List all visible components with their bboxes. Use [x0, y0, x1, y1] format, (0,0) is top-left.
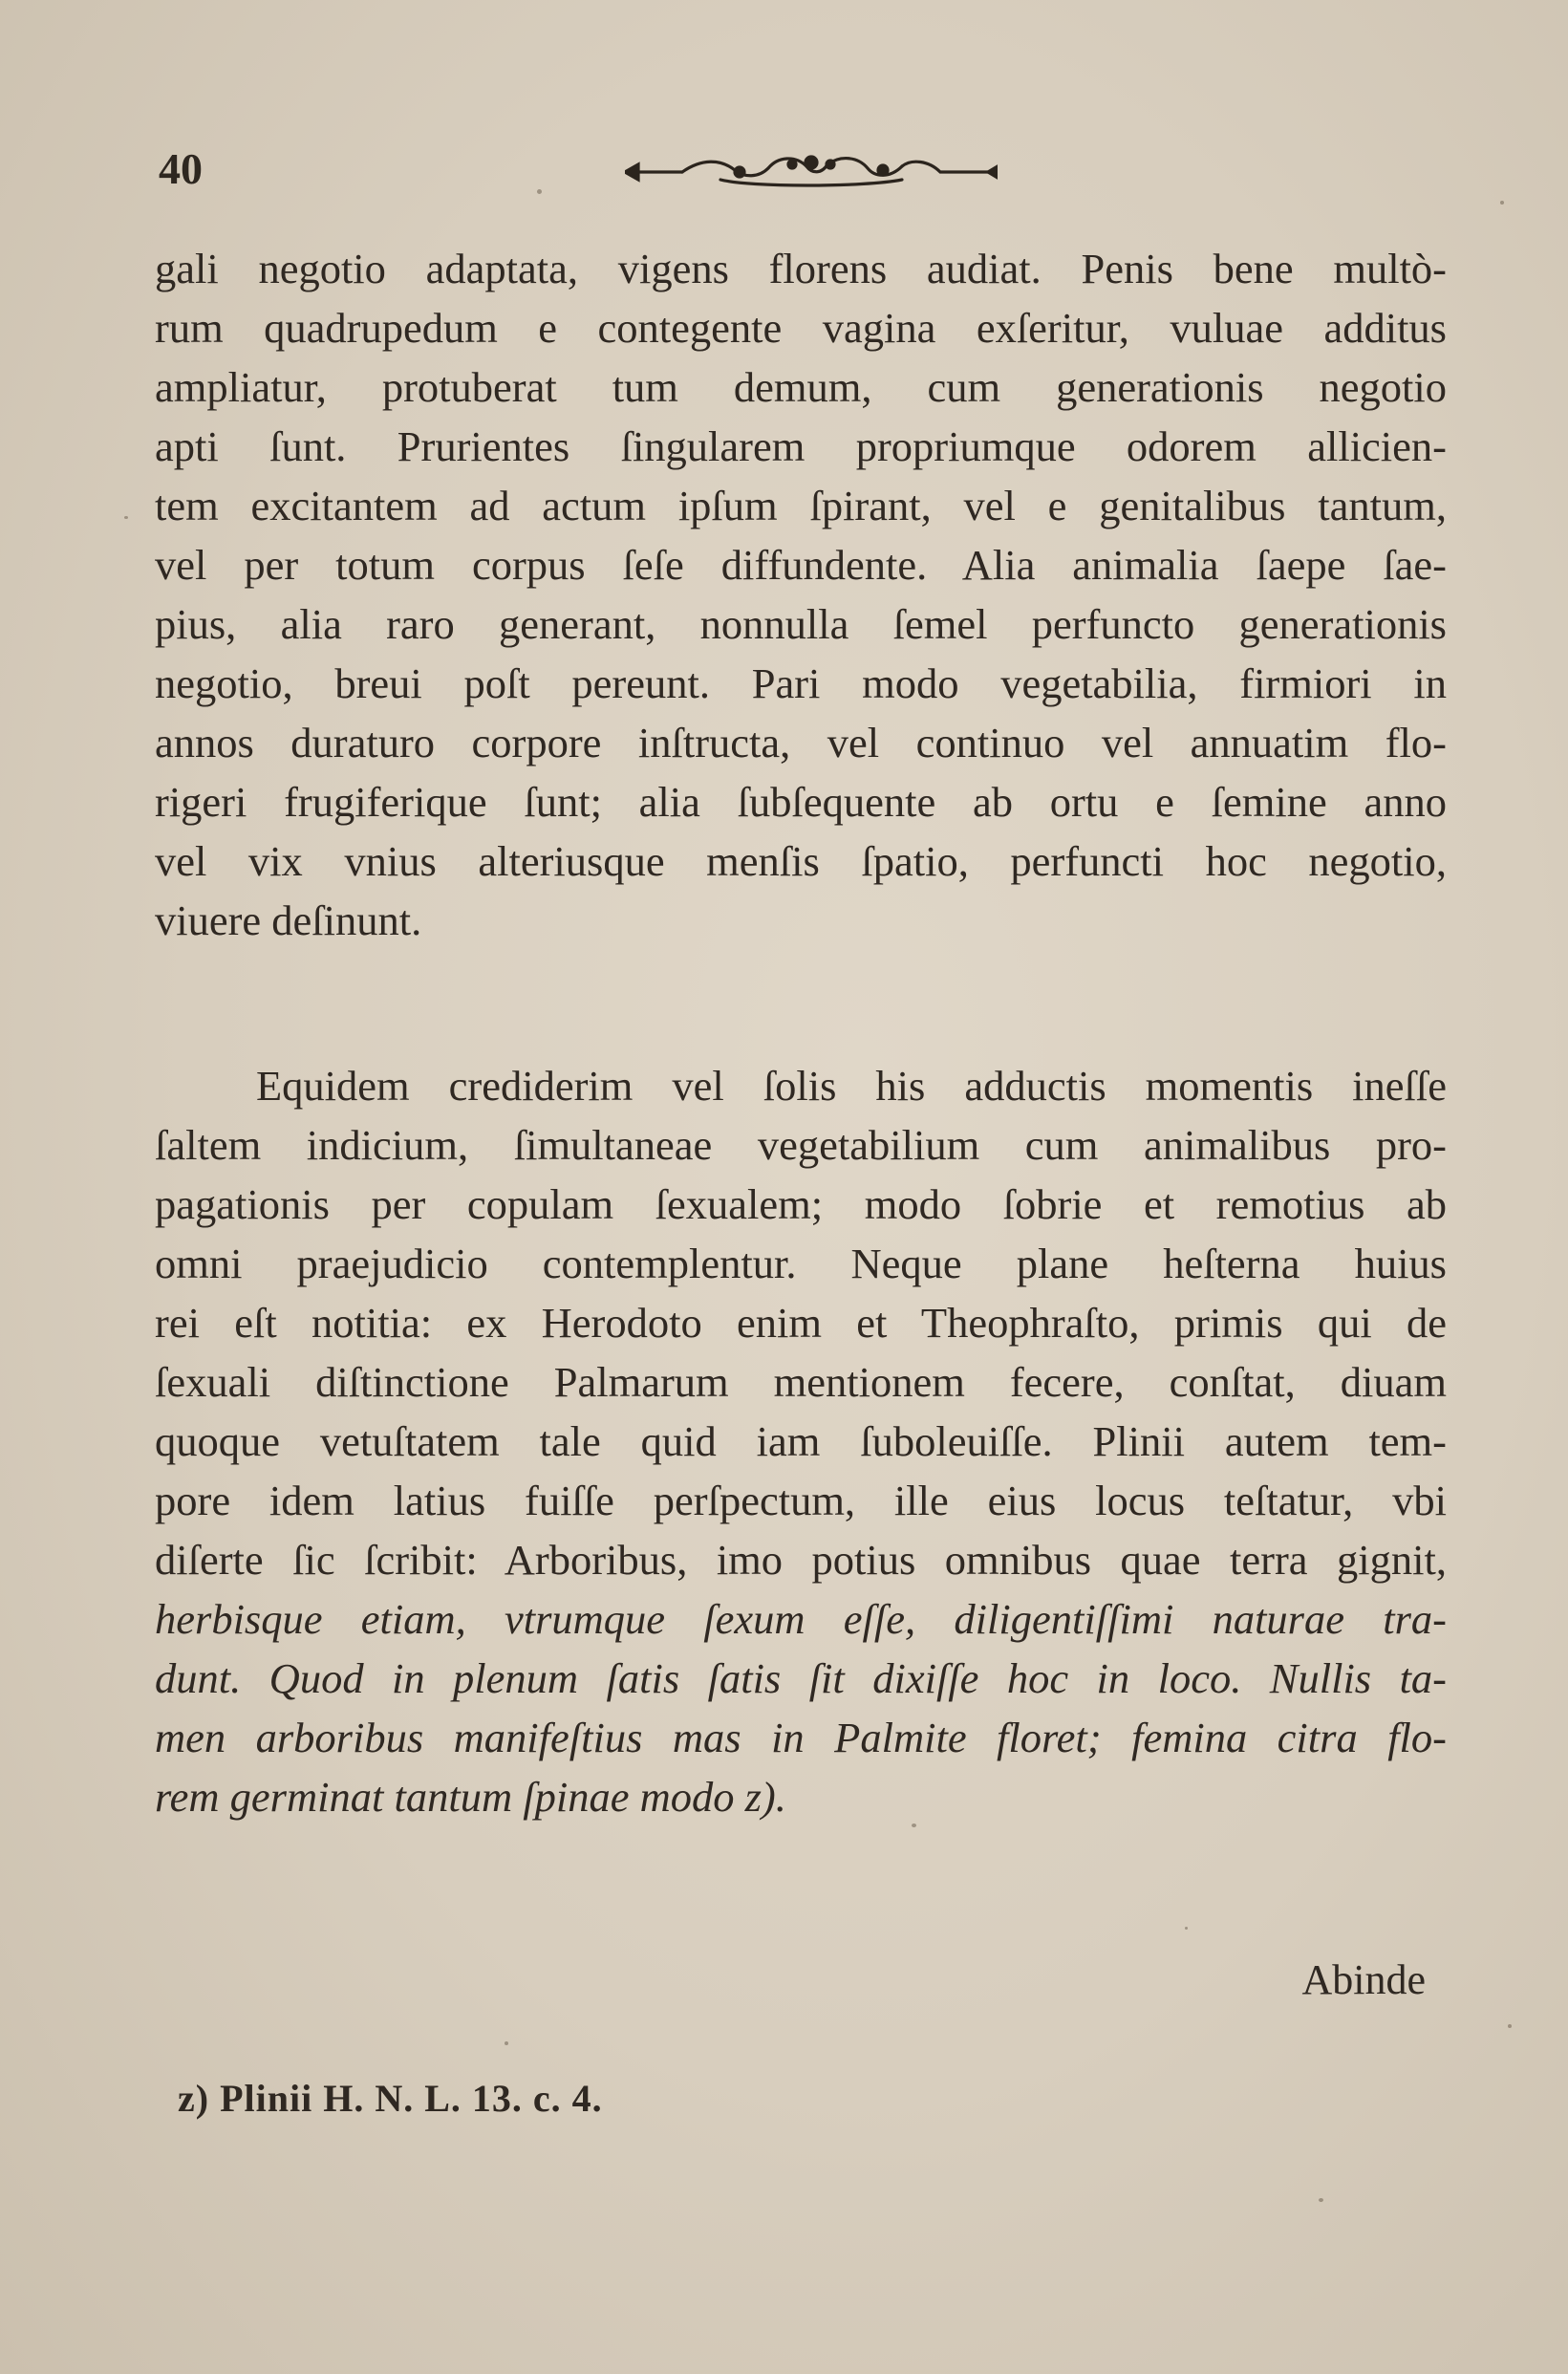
paper-speck [912, 1824, 916, 1827]
paper-speck [505, 2041, 508, 2045]
text-line-italic: rem germinat tantum ſpinae modo z). [155, 1773, 786, 1821]
text-line-italic: dunt. Quod in plenum ſatis ſatis ſit dixiſſe hoc in loco. Nullis ta- [155, 1654, 1447, 1702]
text-line: viuere deſinunt. [155, 896, 422, 944]
text-line: ſaltem indicium, ſimultaneae vegetabilium cum animalibus pro- [155, 1121, 1447, 1169]
catchword: Abinde [1301, 1956, 1426, 2003]
page-number: 40 [159, 144, 203, 193]
text-line: pius, alia raro generant, nonnulla ſemel perfuncto generationis [155, 600, 1447, 648]
text-line: diſerte ſic ſcribit: Arboribus, imo potius omnibus quae terra gignit, [155, 1536, 1447, 1584]
paper-speck [1319, 2198, 1323, 2202]
footnote: z) Plinii H. N. L. 13. c. 4. [178, 2077, 603, 2120]
text-line: omni praejudicio contemplentur. Neque plane heſterna huius [155, 1240, 1447, 1287]
text-line-italic: men arboribus manifeſtius mas in Palmite floret; femina citra flo- [155, 1714, 1447, 1761]
header-ornament-icon [625, 153, 998, 191]
text-line: vel per totum corpus ſeſe diffundente. Alia animalia ſaepe ſae- [155, 541, 1447, 589]
text-line: vel vix vnius alteriusque menſis ſpatio, perfuncti hoc negotio, [155, 837, 1447, 885]
text-line: annos duraturo corpore inſtructa, vel continuo vel annuatim flo- [155, 719, 1447, 766]
text-line: negotio, breui poſt pereunt. Pari modo vegetabilia, firmiori in [155, 659, 1447, 707]
text-line: tem excitantem ad actum ipſum ſpirant, vel e genitalibus tantum, [155, 482, 1447, 529]
text-line: pagationis per copulam ſexualem; modo ſobrie et remotius ab [155, 1180, 1447, 1228]
text-line: Equidem crediderim vel ſolis his adductis momentis ineſſe [256, 1062, 1447, 1110]
paper-speck [1500, 201, 1504, 205]
text-line-italic: herbisque etiam, vtrumque ſexum eſſe, diligentiſſimi naturae tra- [155, 1595, 1447, 1643]
text-line: ſexuali diſtinctione Palmarum mentionem fecere, conſtat, diuam [155, 1358, 1447, 1406]
paragraph-2 [155, 1056, 1447, 1826]
paper-speck [1185, 1927, 1188, 1930]
text-line: apti ſunt. Prurientes ſingularem propriumque odorem allicien- [155, 422, 1447, 470]
text-line: rei eſt notitia: ex Herodoto enim et Theophraſto, primis qui de [155, 1299, 1447, 1347]
paper-speck [124, 516, 128, 519]
text-line: rigeri frugiferique ſunt; alia ſubſequente ab ortu e ſemine anno [155, 778, 1447, 826]
text-line: pore idem latius fuiſſe perſpectum, ille eius locus teſtatur, vbi [155, 1477, 1447, 1524]
text-line: ampliatur, protuberat tum demum, cum generationis negotio [155, 363, 1447, 411]
text-line: rum quadrupedum e contegente vagina exſeritur, vuluae additus [155, 304, 1447, 352]
paper-speck [1508, 2024, 1512, 2028]
paragraph-1 [155, 239, 1447, 950]
text-line: gali negotio adaptata, vigens florens audiat. Penis bene multò- [155, 245, 1447, 292]
text-line: quoque vetuſtatem tale quid iam ſuboleuiſſe. Plinii autem tem- [155, 1417, 1447, 1465]
paper-speck [537, 189, 542, 194]
